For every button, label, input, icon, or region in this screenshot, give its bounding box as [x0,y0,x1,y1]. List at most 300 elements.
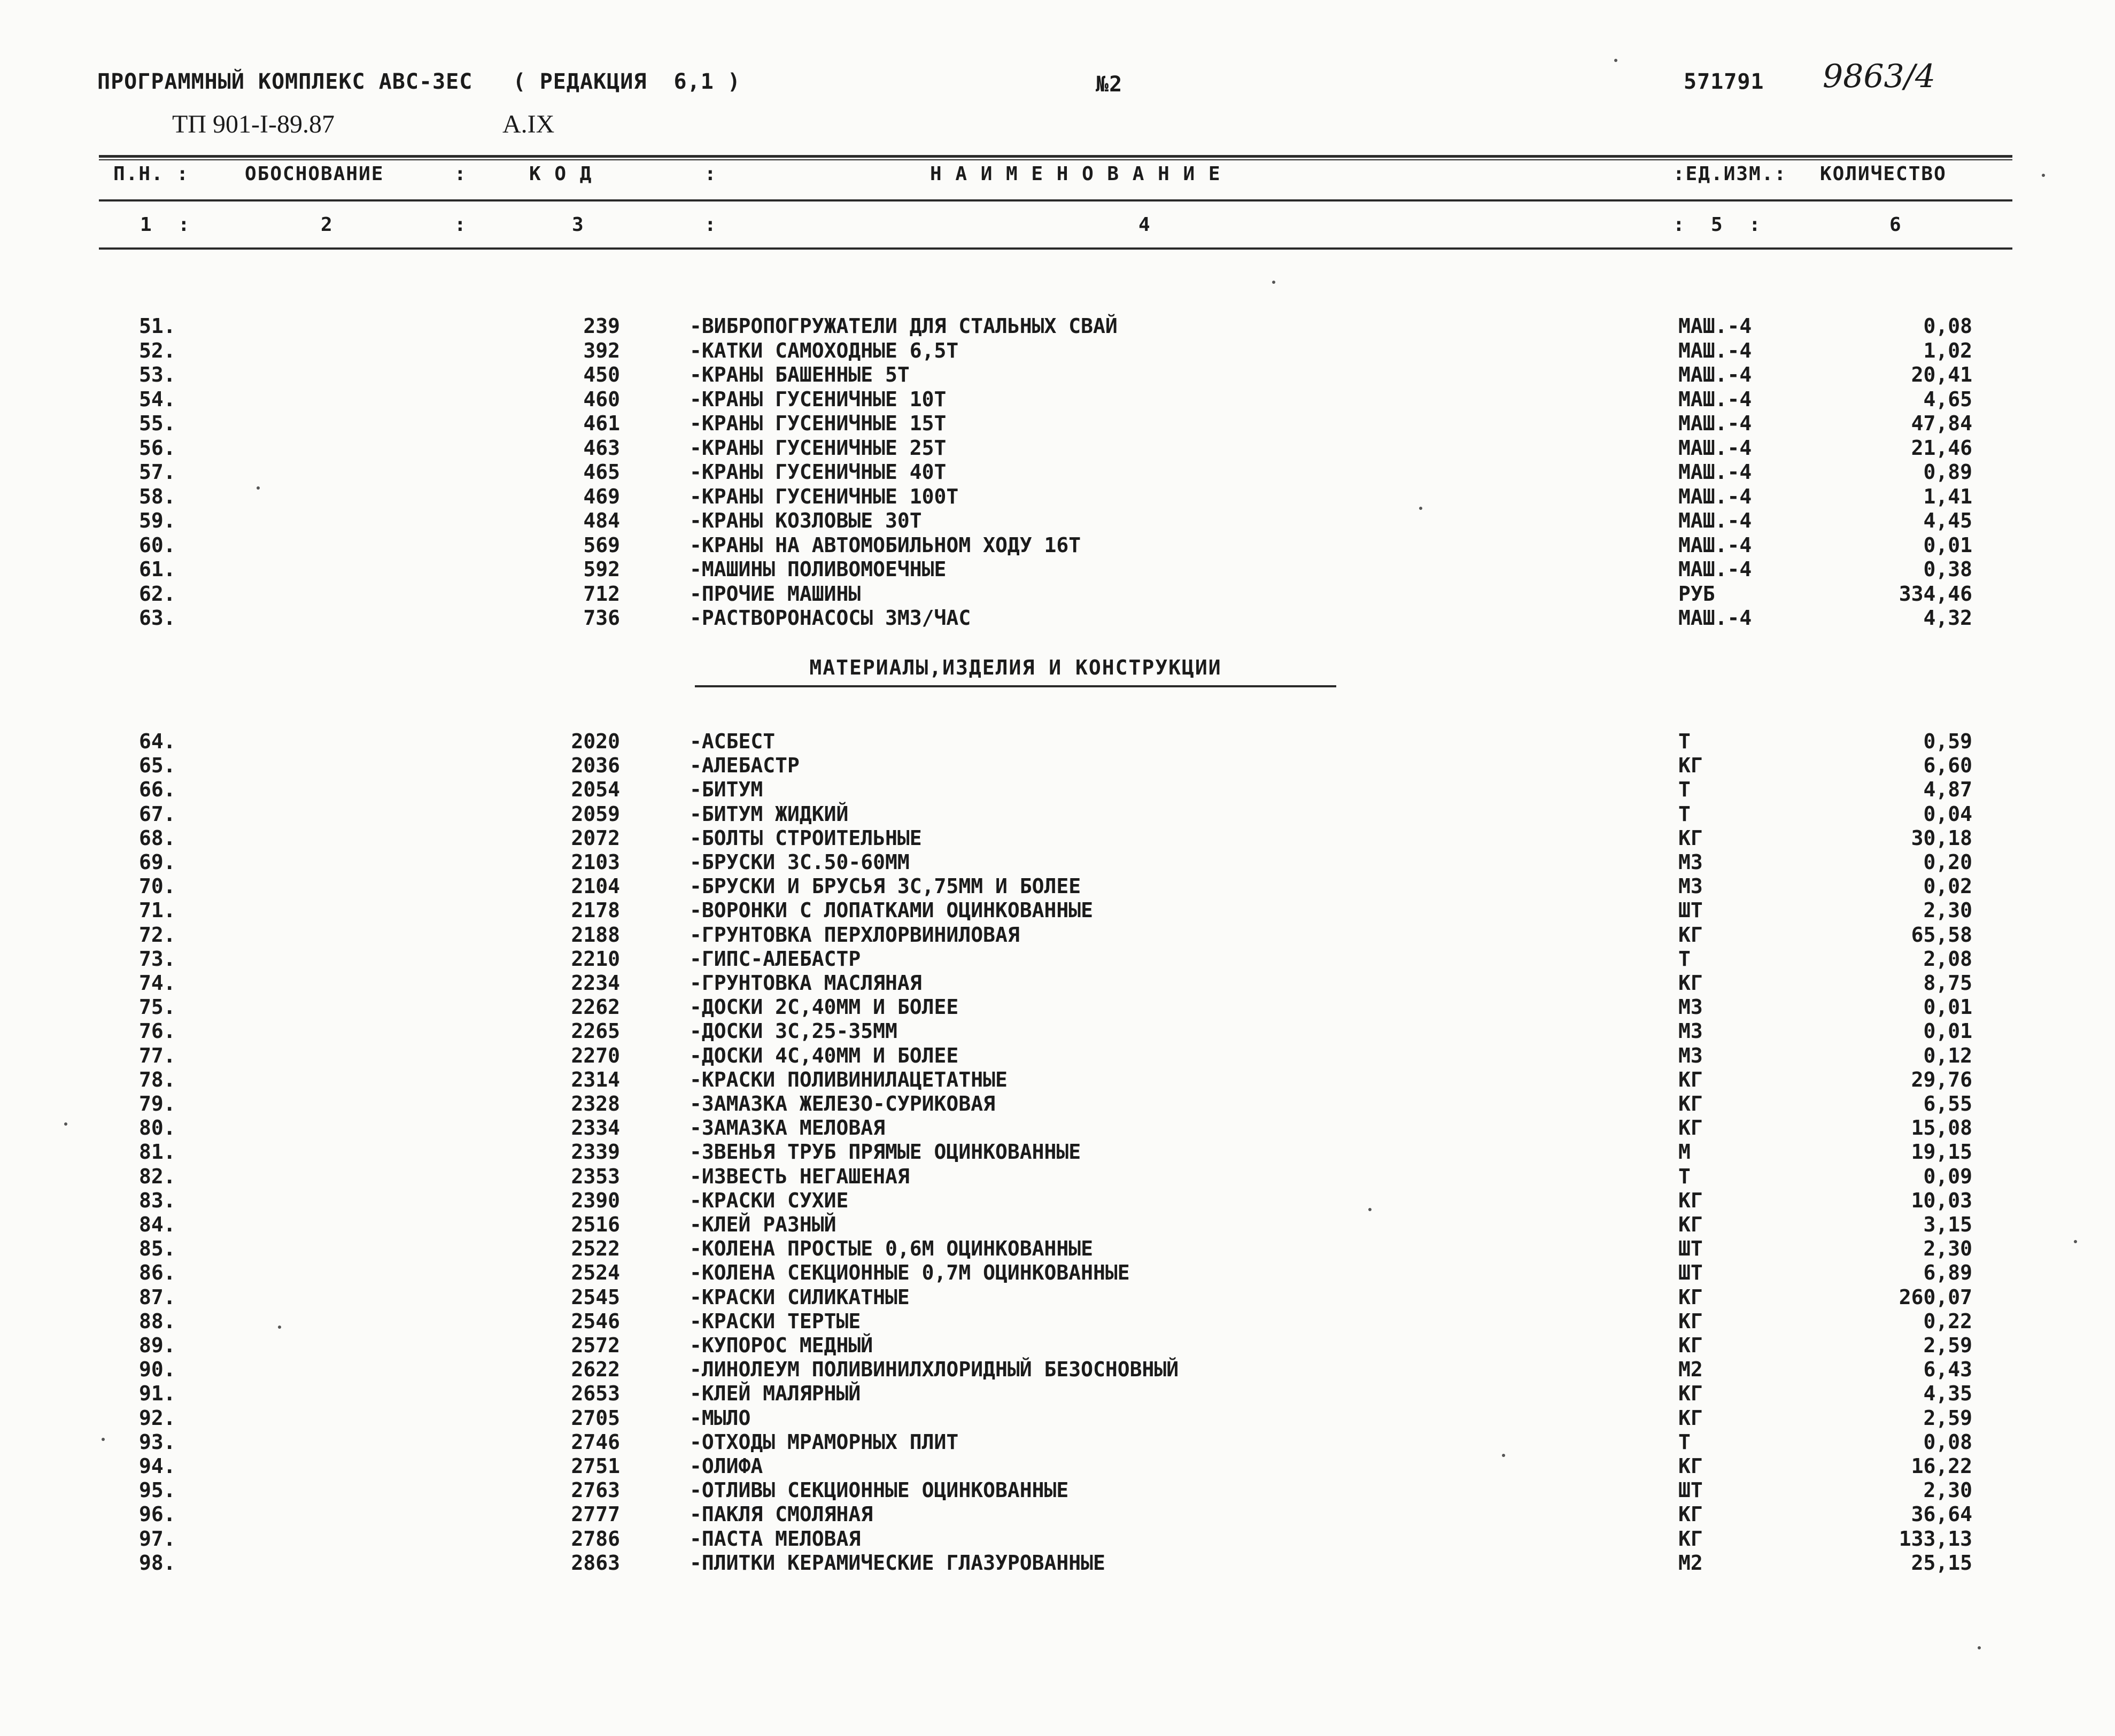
row-number: 61. [139,557,176,581]
row-quantity: 4,65 [1923,387,1972,411]
row-quantity: 0,89 [1923,460,1972,484]
table-row [0,606,2115,630]
row-name: -МЫЛО [689,1406,751,1430]
row-number: 88. [139,1309,176,1333]
row-unit: МАШ.-4 [1678,363,1752,386]
sheet-number: 9863/4 [1823,58,1936,95]
scan-speck [1502,1454,1505,1457]
table-row [0,387,2115,412]
scan-speck [1272,281,1275,284]
row-code: 2763 [571,1478,620,1502]
row-code: 2390 [571,1188,620,1212]
row-unit: МАШ.-4 [1678,338,1752,362]
table-row [0,826,2115,850]
row-name: -БОЛТЫ СТРОИТЕЛЬНЫЕ [689,826,922,850]
row-code: 2188 [571,923,620,947]
row-code: 2036 [571,754,620,778]
section-title: МАТЕРИАЛЫ,ИЗДЕЛИЯ И КОНСТРУКЦИИ [809,656,1222,679]
row-quantity: 6,60 [1923,754,1972,778]
row-code: 2059 [571,802,620,826]
table-row [0,1237,2115,1261]
table-row [0,1527,2115,1551]
table-row [0,339,2115,363]
table-row [0,1334,2115,1358]
row-number: 73. [139,947,176,971]
row-unit: М3 [1678,995,1703,1019]
row-code: 2270 [571,1043,620,1067]
row-unit: КГ [1678,1116,1703,1140]
col-number-sep-1: : [454,214,467,236]
page-number: №2 [1096,72,1123,97]
table-row [0,1044,2115,1068]
row-code: 2314 [571,1067,620,1091]
scan-speck [1368,1208,1372,1211]
row-number: 94. [139,1454,176,1478]
row-code: 2524 [571,1261,620,1285]
row-number: 58. [139,484,176,508]
row-name: -КРАНЫ ГУСЕНИЧНЫЕ 100Т [689,484,959,508]
row-unit: МАШ.-4 [1678,484,1752,508]
row-code: 2262 [571,995,620,1019]
row-name: -КРАСКИ СИЛИКАТНЫЕ [689,1285,910,1309]
row-name: -КРАСКИ СУХИЕ [689,1188,849,1212]
row-number: 72. [139,923,176,947]
col-number-3: 3 [572,214,585,236]
table-row [0,1454,2115,1478]
row-code: 469 [583,484,620,508]
scan-speck [257,486,260,490]
row-unit: М3 [1678,850,1703,874]
row-unit: КГ [1678,1092,1703,1115]
row-quantity: 6,55 [1923,1092,1972,1115]
row-quantity: 0,08 [1923,314,1972,338]
row-code: 2265 [571,1019,620,1043]
row-code: 461 [583,412,620,435]
row-unit: Т [1678,947,1691,971]
row-name: -ВОРОНКИ С ЛОПАТКАМИ ОЦИНКОВАННЫЕ [689,898,1093,923]
table-row [0,1140,2115,1164]
table-row [0,898,2115,923]
row-quantity: 2,30 [1923,1237,1972,1261]
row-unit: Т [1678,1430,1691,1454]
table-row [0,1478,2115,1502]
table-row [0,995,2115,1019]
row-code: 239 [583,314,620,338]
row-name: -КРАНЫ ГУСЕНИЧНЫЕ 25Т [689,436,947,460]
table-row [0,1068,2115,1092]
row-number: 62. [139,582,176,606]
row-name: -КРАНЫ ГУСЕНИЧНЫЕ 10Т [689,387,947,411]
row-number: 95. [139,1478,176,1502]
row-code: 2178 [571,898,620,923]
row-quantity: 19,15 [1911,1140,1972,1164]
row-code: 2353 [571,1164,620,1188]
col-number-2: 2 [321,214,334,236]
row-number: 77. [139,1043,176,1067]
row-unit: РУБ [1678,582,1715,606]
row-name: -ПАКЛЯ СМОЛЯНАЯ [689,1502,873,1526]
row-number: 79. [139,1092,176,1115]
row-quantity: 0,04 [1923,802,1972,826]
row-number: 90. [139,1358,176,1382]
row-number: 63. [139,606,176,630]
row-name: -КРАСКИ ПОЛИВИНИЛАЦЕТАТНЫЕ [689,1067,1008,1091]
scan-speck [64,1122,67,1126]
row-number: 78. [139,1067,176,1091]
row-quantity: 133,13 [1899,1526,1972,1551]
col-number-6: 6 [1889,214,1902,236]
row-unit: МАШ.-4 [1678,557,1752,581]
table-row [0,923,2115,947]
row-code: 484 [583,509,620,532]
header-bottom-rule [99,247,2012,250]
table-row [0,582,2115,606]
row-code: 592 [583,557,620,581]
row-unit: КГ [1678,1406,1703,1430]
col-number-4: 4 [1138,214,1151,236]
row-code: 712 [583,582,620,606]
row-number: 57. [139,460,176,484]
col-number-1: 1 : [140,214,191,236]
col-header-pn: П.Н. : [113,163,190,185]
row-name: -КАТКИ САМОХОДНЫЕ 6,5Т [689,338,959,362]
row-code: 2653 [571,1382,620,1406]
album-code: А.IX [502,110,555,138]
row-number: 81. [139,1140,176,1164]
row-unit: М3 [1678,874,1703,898]
row-number: 65. [139,754,176,778]
row-code: 2546 [571,1309,620,1333]
row-number: 91. [139,1382,176,1406]
row-number: 70. [139,874,176,898]
row-number: 93. [139,1430,176,1454]
table-top-rule-2 [99,159,2012,160]
row-unit: КГ [1678,1334,1703,1357]
row-number: 84. [139,1213,176,1236]
table-row [0,1358,2115,1382]
row-name: -КРАНЫ НА АВТОМОБИЛЬНОМ ХОДУ 16Т [689,533,1081,557]
row-number: 89. [139,1334,176,1357]
scan-speck [1978,1646,1981,1649]
row-unit: КГ [1678,1067,1703,1091]
row-code: 463 [583,436,620,460]
table-row [0,509,2115,533]
table-row [0,730,2115,754]
row-number: 54. [139,387,176,411]
row-code: 460 [583,387,620,411]
row-quantity: 2,59 [1923,1406,1972,1430]
row-code: 2339 [571,1140,620,1164]
row-name: -МАШИНЫ ПОЛИВОМОЕЧНЫЕ [689,557,947,581]
row-name: -КОЛЕНА ПРОСТЫЕ 0,6М ОЦИНКОВАННЫЕ [689,1237,1093,1261]
row-code: 2622 [571,1358,620,1382]
row-quantity: 2,30 [1923,1478,1972,1502]
row-quantity: 0,01 [1923,995,1972,1019]
program-title: ПРОГРАММНЫЙ КОМПЛЕКС АВС-ЗЕС ( РЕДАКЦИЯ 6,1 ) [97,69,741,94]
row-quantity: 4,45 [1923,509,1972,532]
row-name: -ОТЛИВЫ СЕКЦИОННЫЕ ОЦИНКОВАННЫЕ [689,1478,1069,1502]
row-code: 2020 [571,730,620,753]
row-name: -ГРУНТОВКА ПЕРХЛОРВИНИЛОВАЯ [689,923,1020,947]
row-quantity: 47,84 [1911,412,1972,435]
table-row [0,971,2115,995]
table-row [0,412,2115,436]
row-quantity: 0,01 [1923,1019,1972,1043]
row-unit: КГ [1678,923,1703,947]
row-name: -КРАНЫ ГУСЕНИЧНЫЕ 40Т [689,460,947,484]
row-name: -БРУСКИ 3С.50-60ММ [689,850,910,874]
row-quantity: 29,76 [1911,1067,1972,1091]
row-quantity: 0,22 [1923,1309,1972,1333]
row-number: 67. [139,802,176,826]
row-quantity: 0,08 [1923,1430,1972,1454]
table-row [0,1309,2115,1334]
row-unit: КГ [1678,1188,1703,1212]
row-name: -КРАСКИ ТЕРТЫЕ [689,1309,861,1333]
row-unit: М3 [1678,1043,1703,1067]
table-row [0,874,2115,898]
row-number: 82. [139,1164,176,1188]
row-name: -ЛИНОЛЕУМ ПОЛИВИНИЛХЛОРИДНЫЙ БЕЗОСНОВНЫЙ [689,1358,1179,1382]
row-quantity: 1,02 [1923,338,1972,362]
row-code: 2054 [571,778,620,802]
table-row [0,1019,2115,1043]
table-row [0,1406,2115,1430]
row-name: -ПЛИТКИ КЕРАМИЧЕСКИЕ ГЛАЗУРОВАННЫЕ [689,1551,1105,1575]
col-header-name: Н А И М Е Н О В А Н И Е [930,163,1221,185]
section-title-underline [695,685,1336,687]
row-unit: МАШ.-4 [1678,509,1752,532]
row-unit: Т [1678,802,1691,826]
row-quantity: 0,38 [1923,557,1972,581]
row-unit: КГ [1678,754,1703,778]
row-unit: МАШ.-4 [1678,412,1752,435]
scan-speck [278,1326,281,1329]
row-number: 69. [139,850,176,874]
row-name: -ИЗВЕСТЬ НЕГАШЕНАЯ [689,1164,910,1188]
row-code: 2234 [571,971,620,995]
row-quantity: 2,08 [1923,947,1972,971]
table-row [0,1430,2115,1454]
row-unit: ШТ [1678,1237,1703,1261]
table-row [0,314,2115,338]
row-code: 2746 [571,1430,620,1454]
row-code: 2103 [571,850,620,874]
table-row [0,850,2115,874]
table-row [0,1116,2115,1140]
table-row [0,436,2115,460]
table-row [0,1285,2115,1309]
row-number: 96. [139,1502,176,1526]
table-row [0,1189,2115,1213]
row-quantity: 3,15 [1923,1213,1972,1236]
row-unit: М [1678,1140,1691,1164]
row-code: 2545 [571,1285,620,1309]
row-number: 59. [139,509,176,532]
row-unit: ШТ [1678,1478,1703,1502]
row-quantity: 1,41 [1923,484,1972,508]
row-code: 2328 [571,1092,620,1115]
col-header-sep-1: : [454,163,467,185]
row-code: 2777 [571,1502,620,1526]
col-number-sep-2: : [704,214,717,236]
row-unit: Т [1678,778,1691,802]
row-unit: М2 [1678,1358,1703,1382]
row-code: 2863 [571,1551,620,1575]
row-quantity: 20,41 [1911,363,1972,386]
table-row [0,1382,2115,1406]
row-code: 2522 [571,1237,620,1261]
row-quantity: 0,09 [1923,1164,1972,1188]
row-code: 569 [583,533,620,557]
col-header-unit: :ЕД.ИЗМ.: [1673,163,1787,185]
row-code: 450 [583,363,620,386]
row-number: 85. [139,1237,176,1261]
row-name: -КЛЕЙ МАЛЯРНЫЙ [689,1382,861,1406]
row-quantity: 334,46 [1899,582,1972,606]
row-code: 465 [583,460,620,484]
row-name: -ЗАМАЗКА ЖЕЛЕЗО-СУРИКОВАЯ [689,1092,995,1115]
row-name: -КОЛЕНА СЕКЦИОННЫЕ 0,7М ОЦИНКОВАННЫЕ [689,1261,1130,1285]
row-unit: МАШ.-4 [1678,314,1752,338]
row-name: -ГРУНТОВКА МАСЛЯНАЯ [689,971,922,995]
scan-speck [1614,59,1617,62]
table-row [0,1092,2115,1116]
row-quantity: 8,75 [1923,971,1972,995]
row-name: -ДОСКИ 3С,25-35ММ [689,1019,897,1043]
row-number: 76. [139,1019,176,1043]
row-quantity: 0,01 [1923,533,1972,557]
row-name: -КРАНЫ БАШЕННЫЕ 5Т [689,363,910,386]
row-code: 2210 [571,947,620,971]
row-unit: МАШ.-4 [1678,606,1752,630]
row-name: -ГИПС-АЛЕБАСТР [689,947,861,971]
row-number: 71. [139,898,176,923]
row-name: -АСБЕСТ [689,730,776,753]
row-quantity: 16,22 [1911,1454,1972,1478]
row-number: 87. [139,1285,176,1309]
row-unit: КГ [1678,1213,1703,1236]
row-code: 2104 [571,874,620,898]
row-number: 52. [139,338,176,362]
row-quantity: 21,46 [1911,436,1972,460]
table-row [0,947,2115,971]
row-number: 75. [139,995,176,1019]
row-number: 51. [139,314,176,338]
scan-speck [102,1438,105,1441]
row-name: -ОТХОДЫ МРАМОРНЫХ ПЛИТ [689,1430,959,1454]
row-unit: М3 [1678,1019,1703,1043]
table-row [0,754,2115,778]
row-unit: ШТ [1678,1261,1703,1285]
row-number: 64. [139,730,176,753]
row-number: 97. [139,1526,176,1551]
row-number: 74. [139,971,176,995]
row-quantity: 260,07 [1899,1285,1972,1309]
row-code: 392 [583,338,620,362]
row-quantity: 0,20 [1923,850,1972,874]
row-number: 68. [139,826,176,850]
table-row [0,802,2115,826]
col-number-5: : 5 : [1673,214,1762,236]
row-name: -БИТУМ [689,778,763,802]
row-name: -ЗВЕНЬЯ ТРУБ ПРЯМЫЕ ОЦИНКОВАННЫЕ [689,1140,1081,1164]
row-quantity: 25,15 [1911,1551,1972,1575]
row-quantity: 2,59 [1923,1334,1972,1357]
row-unit: КГ [1678,1454,1703,1478]
row-unit: М2 [1678,1551,1703,1575]
row-number: 80. [139,1116,176,1140]
row-name: -ДОСКИ 4С,40ММ И БОЛЕЕ [689,1043,959,1067]
table-row [0,778,2115,802]
scan-speck [2042,174,2045,177]
row-code: 2572 [571,1334,620,1357]
row-name: -РАСТВОРОНАСОСЫ 3М3/ЧАС [689,606,971,630]
row-number: 92. [139,1406,176,1430]
row-number: 86. [139,1261,176,1285]
row-code: 2334 [571,1116,620,1140]
row-name: -БИТУМ ЖИДКИЙ [689,802,849,826]
table-top-rule [99,155,2012,158]
row-code: 2705 [571,1406,620,1430]
row-unit: КГ [1678,1285,1703,1309]
row-unit: МАШ.-4 [1678,533,1752,557]
row-number: 98. [139,1551,176,1575]
row-quantity: 65,58 [1911,923,1972,947]
table-row [0,1213,2115,1237]
row-unit: КГ [1678,1502,1703,1526]
scan-speck [2074,1240,2077,1243]
row-name: -АЛЕБАСТР [689,754,800,778]
col-header-qty: КОЛИЧЕСТВО [1820,163,1947,185]
row-name: -БРУСКИ И БРУСЬЯ 3С,75ММ И БОЛЕЕ [689,874,1081,898]
row-unit: КГ [1678,1382,1703,1406]
row-unit: МАШ.-4 [1678,436,1752,460]
row-quantity: 4,35 [1923,1382,1972,1406]
table-row [0,1261,2115,1285]
row-name: -КУПОРОС МЕДНЫЙ [689,1334,873,1357]
row-name: -ДОСКИ 2С,40ММ И БОЛЕЕ [689,995,959,1019]
row-quantity: 30,18 [1911,826,1972,850]
col-header-code: К О Д [529,163,593,185]
row-quantity: 6,89 [1923,1261,1972,1285]
table-row [0,363,2115,387]
scan-speck [1419,507,1422,510]
table-row [0,460,2115,484]
row-code: 2751 [571,1454,620,1478]
row-unit: МАШ.-4 [1678,387,1752,411]
row-quantity: 0,02 [1923,874,1972,898]
col-header-sep-2: : [704,163,717,185]
row-unit: КГ [1678,1526,1703,1551]
row-quantity: 4,87 [1923,778,1972,802]
row-name: -КРАНЫ ГУСЕНИЧНЫЕ 15Т [689,412,947,435]
row-name: -ПРОЧИЕ МАШИНЫ [689,582,861,606]
row-unit: КГ [1678,1309,1703,1333]
row-code: 736 [583,606,620,630]
row-quantity: 0,59 [1923,730,1972,753]
row-quantity: 36,64 [1911,1502,1972,1526]
row-number: 83. [139,1188,176,1212]
row-unit: Т [1678,730,1691,753]
project-code: ТП 901-I-89.87 [172,110,335,138]
row-code: 2072 [571,826,620,850]
row-name: -КРАНЫ КОЗЛОВЫЕ 30Т [689,509,922,532]
row-name: -ПАСТА МЕЛОВАЯ [689,1526,861,1551]
row-number: 56. [139,436,176,460]
table-row [0,557,2115,582]
row-code: 2516 [571,1213,620,1236]
